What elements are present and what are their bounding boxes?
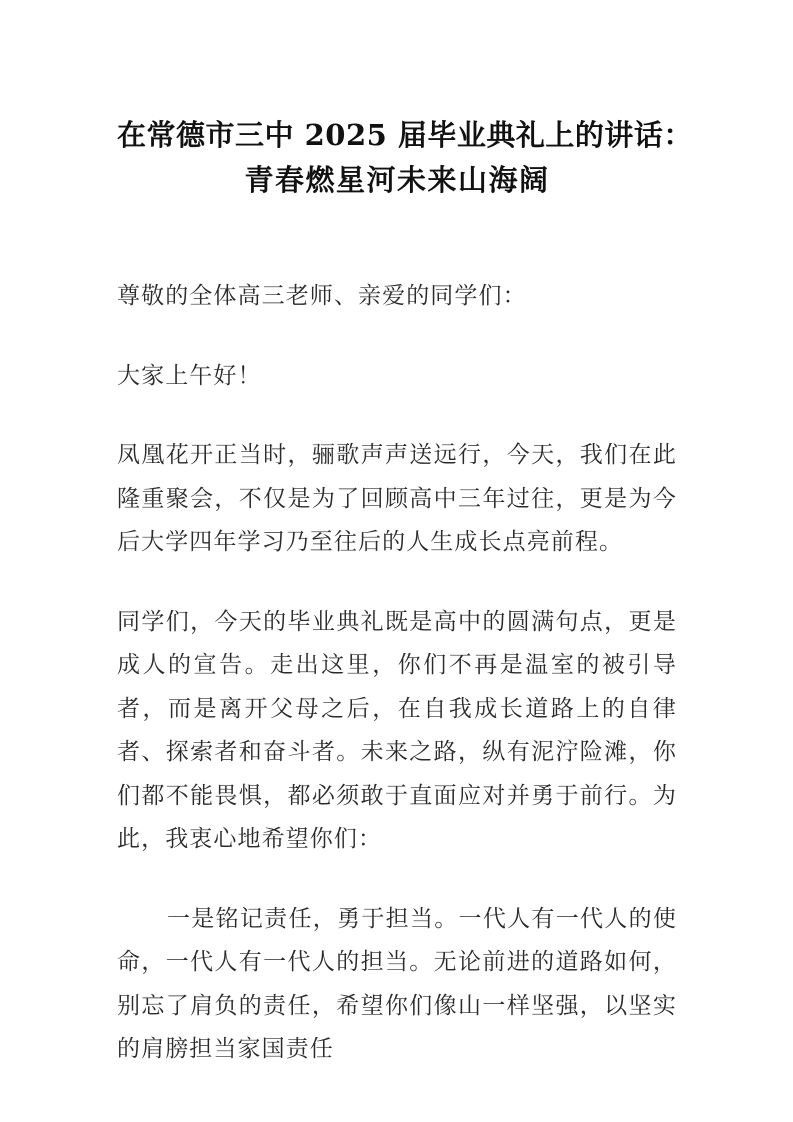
salutation-paragraph: 尊敬的全体高三老师、亲爱的同学们：: [117, 283, 527, 309]
body-paragraph-3: 一是铭记责任，勇于担当。一代人有一代人的使命，一代人有一代人的担当。无论前进的道路如何，别忘了肩负的责任，希望你们像山一样坚强，以坚实的肩膀担当家国责任: [117, 905, 677, 1062]
document-content-column: [117, 0, 693, 1072]
body-paragraph-1: 凤凰花开正当时，骊歌声声送远行，今天，我们在此隆重聚会，不仅是为了回顾高中三年过往，更是为今后大学四年学习乃至往后的人生成长点亮前程。: [117, 442, 677, 555]
document-body: [117, 275, 677, 1072]
document-title-line-1: 在常德市三中 2025 届毕业典礼上的讲话：: [117, 118, 693, 152]
greeting-paragraph: 大家上午好！: [117, 362, 262, 389]
document-title: [117, 0, 693, 203]
body-paragraph-2: 同学们，今天的毕业典礼既是高中的圆满句点，更是成人的宣告。走出这里，你们不再是温室的被引导者，而是离开父母之后，在自我成长道路上的自律者、探索者和奋斗者。未来之路，纵有泥泞险滩，你们都不能畏惧，都必须敢于直面应对并勇于前行。为此，我衷心地希望你们：: [117, 608, 677, 852]
document-title-line-2: 青春燃星河未来山海阔: [244, 163, 550, 197]
